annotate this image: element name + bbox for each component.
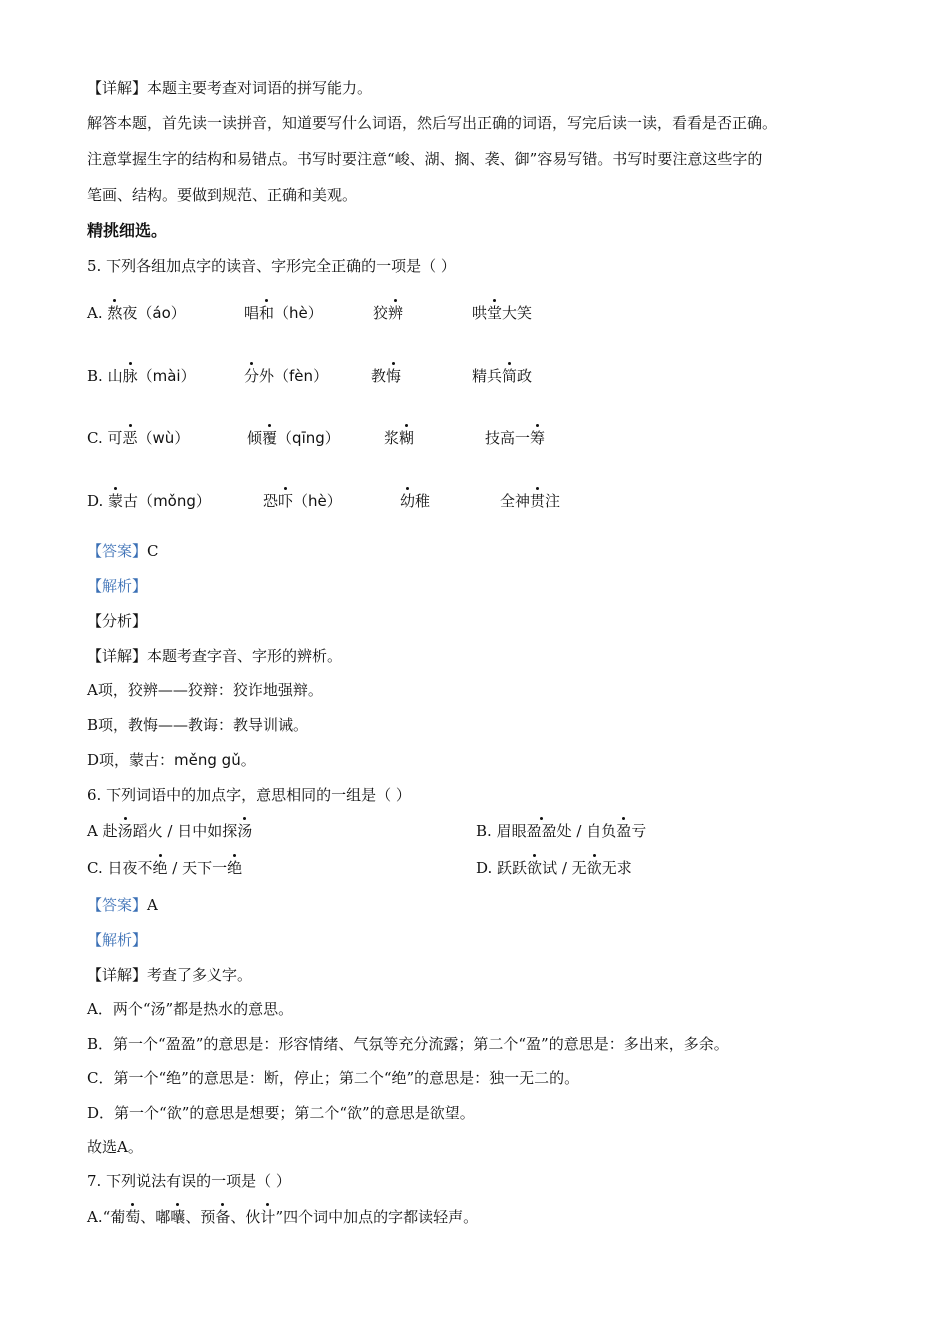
- word-part: （: [137, 367, 153, 385]
- q6-stem: 6. 下列词语中的加点字，意思相同的一组是（ ）: [87, 786, 411, 804]
- dotted-char: 覆: [262, 429, 278, 447]
- word-part: （: [293, 492, 309, 510]
- q6-explain-c: C．第一个“绝”的意思是：断，停止；第二个“绝”的意思是：独一无二的。: [87, 1069, 580, 1087]
- word-part: 无求: [601, 859, 632, 877]
- q5-option-label: C.: [87, 429, 108, 447]
- dotted-char: 欲: [586, 859, 602, 877]
- dotted-char: 简: [502, 367, 518, 385]
- q6-conclusion: 故选A。: [87, 1138, 143, 1156]
- q6-analysis-tag: 【解析】: [87, 931, 148, 949]
- dotted-char: 分: [244, 367, 260, 385]
- dotted-char: 萄: [125, 1208, 141, 1226]
- word-part: ）: [326, 492, 342, 510]
- word-part: 自负: [586, 822, 617, 840]
- word-part: 亏: [631, 822, 647, 840]
- word-part: 赴: [102, 822, 118, 840]
- q5-option-label: A.: [87, 304, 108, 322]
- word-part: 、: [230, 1208, 246, 1226]
- word-part: 天下一: [182, 859, 228, 877]
- q5-option-c-item: [384, 428, 414, 448]
- pinyin: mǒng: [153, 492, 196, 510]
- word-part: 眉眼: [496, 822, 527, 840]
- dotted-char: 盈: [616, 822, 632, 840]
- word-part: ）: [180, 367, 196, 385]
- word-part: 试: [542, 859, 558, 877]
- q5-option-b-item: [371, 366, 401, 386]
- word-part: 嘟: [155, 1208, 171, 1226]
- word-part: 可: [107, 429, 123, 447]
- q5-option-a-item: [373, 303, 403, 323]
- pinyin: wù: [152, 429, 175, 447]
- q7-stem: 7. 下列说法有误的一项是（ ）: [87, 1172, 291, 1190]
- dotted-char: 悔: [386, 367, 402, 385]
- dotted-char: 吓: [278, 492, 294, 510]
- word-part: 处: [556, 822, 572, 840]
- q5-option-c-item: [485, 428, 545, 448]
- q6-explain-b: B．第一个“盈盈”的意思是：形容情绪、气氛等充分流露；第二个“盈”的意思是：多出来，多余。: [87, 1035, 729, 1053]
- word-part: 无: [571, 859, 587, 877]
- q7-option-a: [87, 1207, 478, 1227]
- q5-option-a-item: [472, 303, 532, 323]
- q5-option-c-item: [247, 428, 340, 448]
- word-part: （: [277, 429, 293, 447]
- word-part: 日中如探: [177, 822, 238, 840]
- q5-option-a-item: [244, 303, 323, 323]
- q6-answer: 【答案】A: [87, 896, 158, 914]
- q5-option-b-item: [244, 366, 328, 386]
- q6-option-label: D.: [476, 859, 498, 877]
- word-part: 政: [517, 367, 533, 385]
- word-part: 山: [107, 367, 123, 385]
- word-part: 精兵: [472, 367, 503, 385]
- q7-option-a-tail: 四个词中加点的字都读轻声。: [283, 1208, 479, 1226]
- word-part: 稚: [415, 492, 431, 510]
- q6-explain-d: D．第一个“欲”的意思是想要；第二个“欲”的意思是欲望。: [87, 1104, 475, 1122]
- intro-paragraph-1: 解答本题，首先读一读拼音，知道要写什么词语，然后写出正确的词语，写完后读一读，看看是否正确。: [87, 114, 778, 132]
- word-part: 哄: [472, 304, 488, 322]
- word-part: 唱: [244, 304, 260, 322]
- q5-fenxi: 【分析】: [87, 612, 148, 630]
- pinyin: hè: [289, 304, 308, 322]
- word-part: ）: [195, 492, 211, 510]
- pinyin: qīng: [292, 429, 325, 447]
- word-part: ）: [170, 304, 186, 322]
- word-part: ）: [174, 429, 190, 447]
- dotted-char: 贯: [530, 492, 546, 510]
- word-part: 跃跃: [497, 859, 528, 877]
- q6-option-b: [476, 821, 646, 841]
- dotted-char: 汤: [117, 822, 133, 840]
- pinyin: fèn: [289, 367, 314, 385]
- dotted-char: 欲: [527, 859, 543, 877]
- q6-option-c: [87, 858, 242, 878]
- q5-option-d-item: [87, 491, 211, 511]
- q6-option-a: [87, 821, 252, 841]
- word-part: 狡: [373, 304, 389, 322]
- q5-option-d-item: [400, 491, 430, 511]
- q5-option-d-item: [263, 491, 342, 511]
- intro-paragraph-2: 注意掌握生字的结构和易错点。书写时要注意“峻、湖、搁、袭、御”容易写错。书写时要注意这些字的: [87, 150, 763, 168]
- pinyin: áo: [152, 304, 171, 322]
- pinyin: mài: [152, 367, 181, 385]
- word-part: 古（: [123, 492, 154, 510]
- q5-analysis-tag: 【解析】: [87, 577, 148, 595]
- word-part: 外（: [259, 367, 290, 385]
- dotted-char: 和: [259, 304, 275, 322]
- dotted-char: 囔: [170, 1208, 186, 1226]
- separator: /: [167, 859, 183, 877]
- dotted-char: 筹: [530, 429, 546, 447]
- q5-explain-b: B项，教悔——教诲：教导训诫。: [87, 716, 309, 734]
- dotted-char: 堂: [487, 304, 503, 322]
- word-part: 预: [200, 1208, 216, 1226]
- dotted-char: 备: [215, 1208, 231, 1226]
- q5-option-label: D.: [87, 492, 109, 510]
- q7-option-label: A.: [87, 1208, 103, 1226]
- q5-option-b-item: [472, 366, 532, 386]
- dotted-char: 脉: [122, 367, 138, 385]
- q5-option-b-item: [87, 366, 196, 386]
- q6-explain-a: A．两个“汤”都是热水的意思。: [87, 1000, 294, 1018]
- separator: /: [571, 822, 587, 840]
- word-part: 注: [545, 492, 561, 510]
- dotted-char: 熬: [107, 304, 123, 322]
- word-part: 浆: [384, 429, 400, 447]
- word-part: 日夜不: [107, 859, 153, 877]
- word-part: ）: [313, 367, 329, 385]
- word-part: 、: [185, 1208, 201, 1226]
- intro-paragraph-3: 笔画、结构。要做到规范、正确和美观。: [87, 186, 358, 204]
- word-part: “葡: [102, 1208, 126, 1226]
- word-part: 、: [140, 1208, 156, 1226]
- q6-option-d: [476, 858, 632, 878]
- word-part: 技高一: [485, 429, 531, 447]
- word-part: 教: [371, 367, 387, 385]
- dotted-char: 盈盈: [526, 822, 557, 840]
- q6-option-label: C.: [87, 859, 108, 877]
- intro-detail: 【详解】本题主要考查对词语的拼写能力。: [87, 79, 373, 97]
- q5-answer: 【答案】C: [87, 542, 159, 560]
- dotted-char: 糊: [399, 429, 415, 447]
- pinyin: hè: [308, 492, 327, 510]
- q6-detail: 【详解】考查了多义字。: [87, 966, 253, 984]
- q5-option-d-item: [500, 491, 560, 511]
- word-part: ）: [307, 304, 323, 322]
- word-part: ”: [275, 1208, 284, 1226]
- dotted-char: 恶: [122, 429, 138, 447]
- q5-option-a-item: [87, 303, 186, 323]
- dotted-char: 辨: [388, 304, 404, 322]
- word-part: （: [274, 304, 290, 322]
- q6-option-label: B.: [476, 822, 497, 840]
- word-part: 倾: [247, 429, 263, 447]
- dotted-char: 汤: [237, 822, 253, 840]
- q5-explain-a: A项，狡辨——狡辩：狡诈地强辩。: [87, 681, 323, 699]
- q6-option-label: A: [87, 822, 103, 840]
- q5-option-c-item: [87, 428, 189, 448]
- separator: /: [162, 822, 178, 840]
- word-part: 大笑: [502, 304, 533, 322]
- dotted-char: 绝: [227, 859, 243, 877]
- q5-explain-d: D项，蒙古：měng gǔ。: [87, 751, 256, 769]
- q5-detail: 【详解】本题考查字音、字形的辨析。: [87, 647, 343, 665]
- word-part: ）: [324, 429, 340, 447]
- word-part: （: [137, 429, 153, 447]
- dotted-char: 绝: [152, 859, 168, 877]
- word-part: 夜（: [122, 304, 153, 322]
- dotted-char: 蒙: [108, 492, 124, 510]
- section-title: 精挑细选。: [87, 221, 168, 240]
- word-part: 伙: [245, 1208, 261, 1226]
- word-part: 恐: [263, 492, 279, 510]
- word-part: 蹈火: [132, 822, 163, 840]
- dotted-char: 计: [260, 1208, 276, 1226]
- q5-stem: 5. 下列各组加点字的读音、字形完全正确的一项是（ ）: [87, 257, 456, 275]
- q5-option-label: B.: [87, 367, 108, 385]
- word-part: 全神: [500, 492, 531, 510]
- separator: /: [557, 859, 572, 877]
- dotted-char: 幼: [400, 492, 416, 510]
